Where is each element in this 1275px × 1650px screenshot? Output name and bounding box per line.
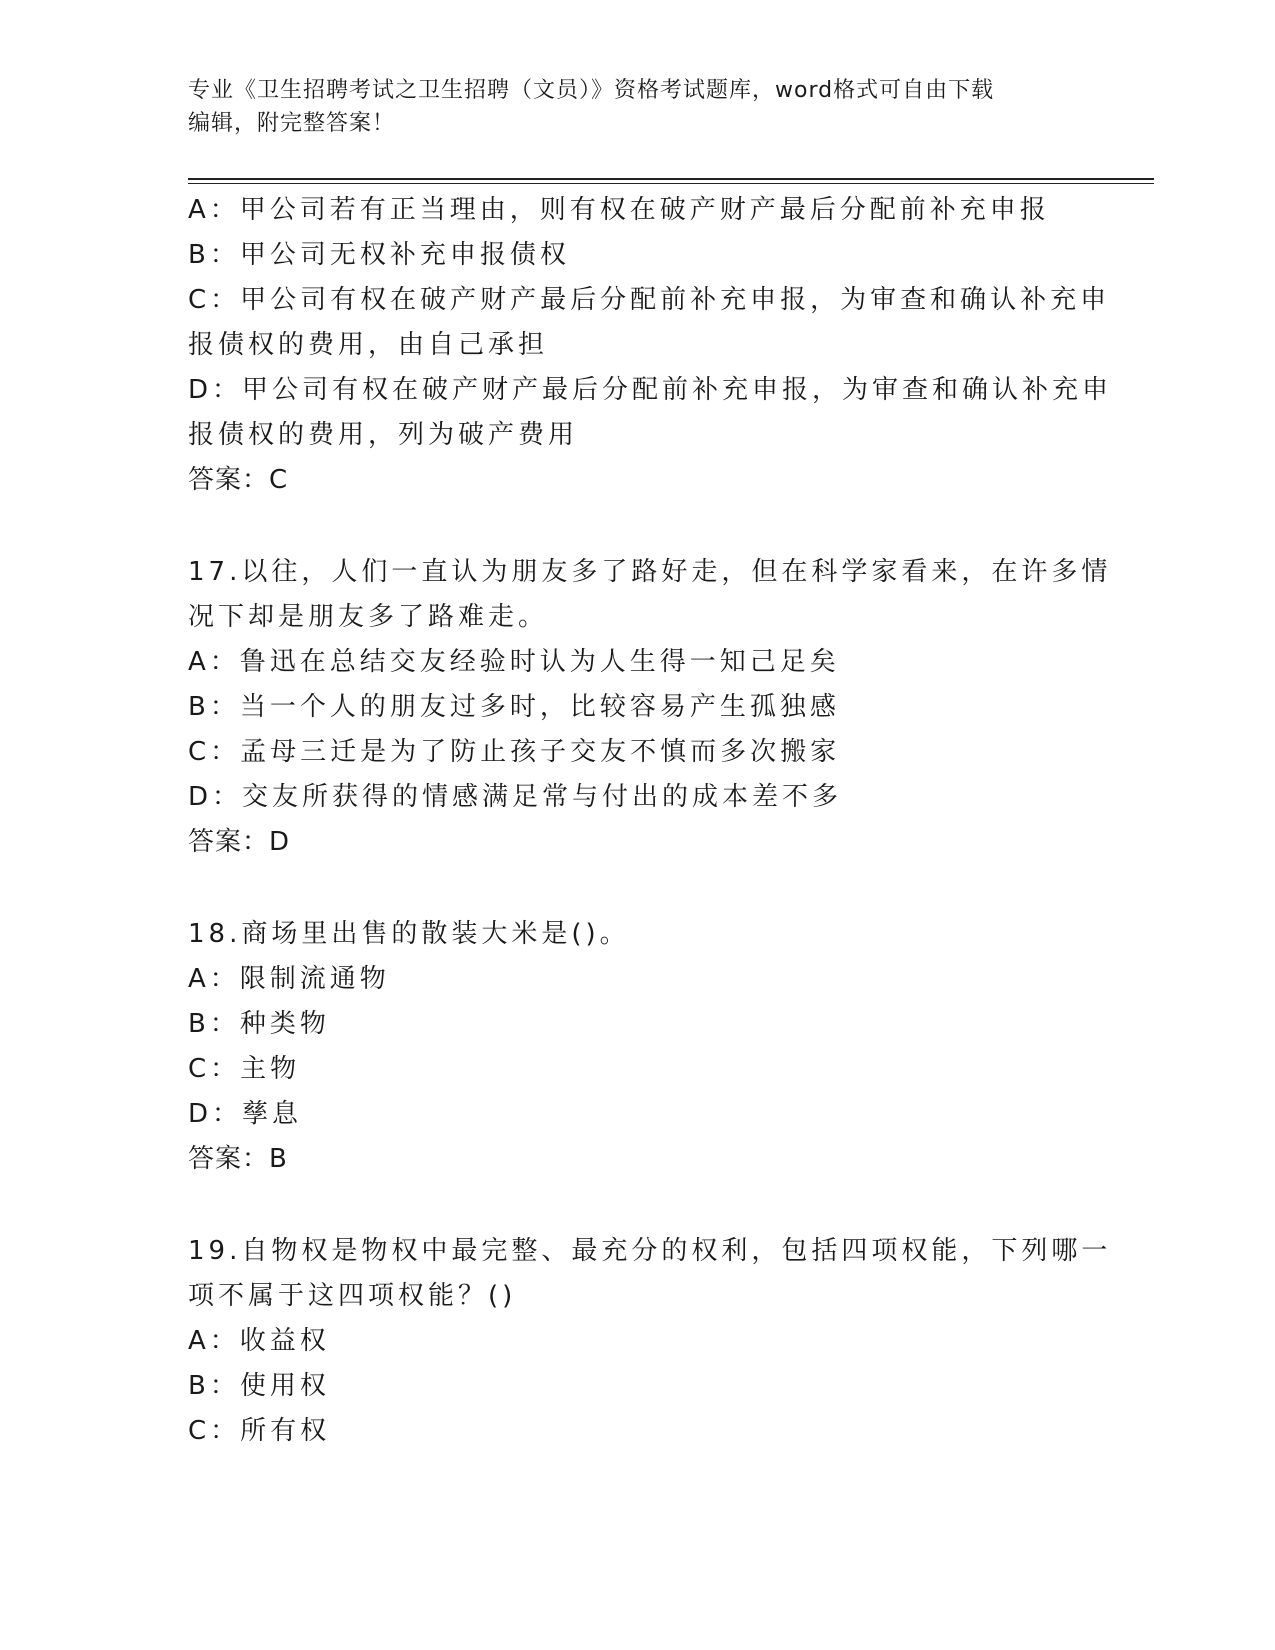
option-c: C：孟母三迁是为了防止孩子交友不慎而多次搬家 (188, 737, 841, 767)
question-stem: 19.自物权是物权中最完整、最充分的权利，包括四项权能，下列哪一 (188, 1236, 1112, 1266)
spacer (188, 865, 1068, 912)
question-stem: 18.商场里出售的散装大米是()。 (188, 919, 630, 949)
answer: 答案：B (188, 1144, 288, 1174)
question-stem: 17.以往，人们一直认为朋友多了路好走，但在科学家看来，在许多情 (188, 557, 1112, 587)
option-b: B：当一个人的朋友过多时，比较容易产生孤独感 (188, 692, 840, 722)
option-a: A：收益权 (188, 1326, 330, 1356)
question-18 (188, 912, 1068, 1182)
question-17 (188, 550, 1112, 865)
option-b: B：使用权 (188, 1371, 330, 1401)
option-d: D：甲公司有权在破产财产最后分配前补充申报，为审查和确认补充申 (188, 375, 1113, 405)
spacer (188, 1182, 1068, 1229)
answer: 答案：C (188, 465, 289, 495)
option-c: C：主物 (188, 1054, 301, 1084)
question-stem-continued: 况下却是朋友多了路难走。 (188, 602, 549, 632)
answer: 答案：D (188, 827, 291, 857)
option-d: D：孳息 (188, 1099, 303, 1129)
option-c-continued: 报债权的费用，由自己承担 (188, 330, 549, 360)
spacer (188, 503, 1068, 550)
option-a: A：限制流通物 (188, 964, 390, 994)
question-content (188, 188, 1113, 1454)
question-stem-continued: 项不属于这四项权能？() (188, 1281, 517, 1311)
option-c: C：所有权 (188, 1416, 331, 1446)
question-19 (188, 1229, 1112, 1454)
header-divider-thick (188, 178, 1154, 180)
document-header (188, 74, 1068, 140)
option-d: D：交友所获得的情感满足常与付出的成本差不多 (188, 782, 843, 812)
header-divider-thin (188, 183, 1154, 184)
option-a: A：鲁迅在总结交友经验时认为人生得一知己足矣 (188, 647, 840, 677)
option-b: B：甲公司无权补充申报债权 (188, 240, 570, 270)
header-line-1: 专业《卫生招聘考试之卫生招聘（文员）》资格考试题库，word格式可自由下载 (188, 78, 995, 103)
option-c: C：甲公司有权在破产财产最后分配前补充申报，为审查和确认补充申 (188, 285, 1111, 315)
option-d-continued: 报债权的费用，列为破产费用 (188, 420, 579, 450)
option-a: A：甲公司若有正当理由，则有权在破产财产最后分配前补充申报 (188, 195, 1050, 225)
option-b: B：种类物 (188, 1009, 330, 1039)
question-16 (188, 188, 1113, 503)
header-line-2: 编辑，附完整答案！ (188, 111, 396, 136)
